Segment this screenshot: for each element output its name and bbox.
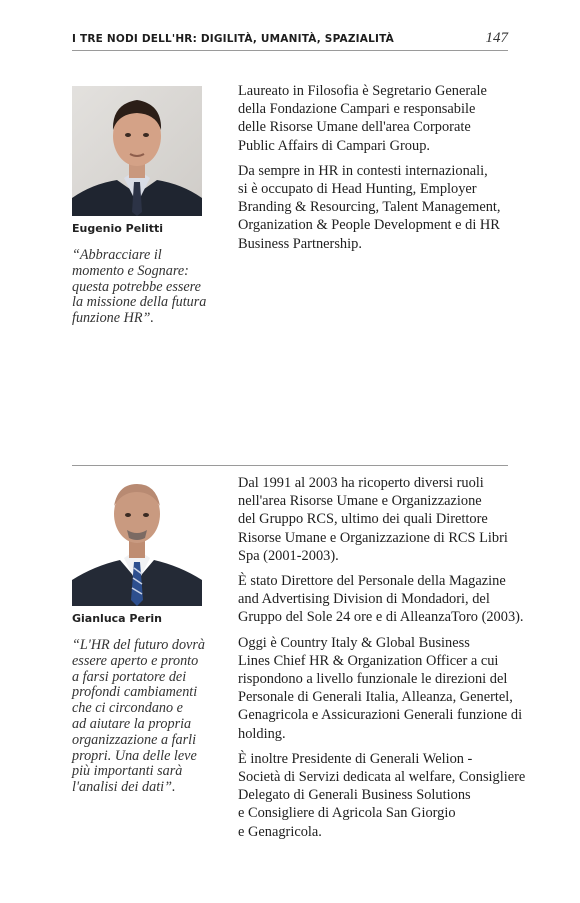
profile-quote bbox=[72, 248, 212, 327]
quote-line: propri. Una delle leve bbox=[72, 747, 197, 764]
bio-line: Oggi è Country Italy & Global Business bbox=[238, 634, 470, 651]
quote-line: che ci circondano e bbox=[72, 700, 183, 717]
portrait-photo-gianluca-perin bbox=[72, 476, 202, 606]
bio-line: si è occupato di Head Hunting, Employer bbox=[238, 181, 477, 198]
profile-bio bbox=[238, 474, 526, 848]
bio-line: Public Affairs di Campari Group. bbox=[238, 137, 430, 154]
bio-line: Organization & People Development e di HR bbox=[238, 217, 500, 234]
bio-line: holding. bbox=[238, 725, 286, 742]
bio-line: Lines Chief HR & Organization Officer a cui bbox=[238, 652, 499, 669]
quote-line: più importanti sarà bbox=[72, 763, 183, 780]
bio-line: Risorse Umane e Organizzazione di RCS Libri bbox=[238, 529, 508, 546]
quote-line: “Abbracciare il bbox=[72, 247, 162, 263]
bio-line: Spa (2001-2003). bbox=[238, 547, 339, 564]
bio-line: del Gruppo RCS, ultimo dei quali Direttore bbox=[238, 511, 488, 528]
running-header bbox=[72, 30, 508, 51]
quote-line: questa potrebbe essere bbox=[72, 278, 201, 295]
bio-line: Laureato in Filosofia è Segretario Generale bbox=[238, 83, 487, 99]
profile-name: Gianluca Perin bbox=[72, 612, 162, 625]
bio-line: Delegato di Generali Business Solutions bbox=[238, 787, 471, 804]
bio-paragraph bbox=[238, 634, 523, 743]
bio-line: della Fondazione Campari e responsabile bbox=[238, 101, 476, 118]
quote-line: ad aiutare la propria bbox=[72, 715, 192, 732]
profile-quote bbox=[72, 638, 212, 796]
page-number: 147 bbox=[485, 30, 508, 46]
bio-paragraph bbox=[238, 572, 524, 627]
quote-line: l'analisi dei dati”. bbox=[72, 779, 176, 796]
bio-line: È inoltre Presidente di Generali Welion - bbox=[238, 750, 473, 767]
quote-line: profondi cambiamenti bbox=[72, 684, 198, 701]
bio-line: delle Risorse Umane dell'area Corporate bbox=[238, 119, 471, 136]
bio-line: Dal 1991 al 2003 ha ricoperto diversi ruoli bbox=[238, 475, 484, 491]
bio-line: nell'area Risorse Umane e Organizzazione bbox=[238, 493, 482, 510]
portrait-photo-eugenio-pelitti bbox=[72, 86, 202, 216]
bio-paragraph bbox=[238, 162, 518, 253]
bio-line: Personale di Generali Italia, Alleanza, Genertel, bbox=[238, 689, 513, 706]
quote-line: momento e Sognare: bbox=[72, 262, 189, 279]
quote-line: essere aperto e pronto bbox=[72, 652, 199, 669]
bio-line: e Genagricola. bbox=[238, 823, 322, 840]
bio-line: e Consigliere di Agricola San Giorgio bbox=[238, 805, 456, 822]
quote-line: “L'HR del futuro dovrà bbox=[72, 637, 205, 653]
profile-bio bbox=[238, 82, 518, 260]
bio-line: Gruppo del Sole 24 ore e di AlleanzaToro (2003). bbox=[238, 609, 524, 626]
quote-line: a farsi portatore dei bbox=[72, 668, 187, 685]
header-title: I TRE NODI DELL'HR: DIGILITÀ, UMANITÀ, SPAZIALITÀ bbox=[72, 33, 394, 45]
quote-line: funzione HR”. bbox=[72, 310, 154, 327]
bio-paragraph bbox=[238, 474, 518, 565]
bio-paragraph bbox=[238, 750, 526, 841]
quote-line: la missione della futura bbox=[72, 294, 207, 311]
bio-line: Genagricola e Assicurazioni Generali funzione di bbox=[238, 707, 523, 724]
profile-name: Eugenio Pelitti bbox=[72, 222, 164, 235]
bio-line: Branding & Resourcing, Talent Management, bbox=[238, 199, 501, 216]
bio-line: È stato Direttore del Personale della Magazine bbox=[238, 573, 506, 590]
bio-line: Società di Servizi dedicata al welfare, Consigliere bbox=[238, 769, 526, 786]
bio-paragraph bbox=[238, 82, 518, 155]
bio-line: and Advertising Division di Mondadori, del bbox=[238, 591, 490, 608]
bio-line: Business Partnership. bbox=[238, 235, 362, 252]
quote-line: organizzazione a farli bbox=[72, 731, 197, 748]
section-divider bbox=[72, 465, 508, 466]
bio-line: rispondono a livello funzionale le direzioni del bbox=[238, 671, 508, 688]
bio-line: Da sempre in HR in contesti internazionali, bbox=[238, 162, 488, 179]
